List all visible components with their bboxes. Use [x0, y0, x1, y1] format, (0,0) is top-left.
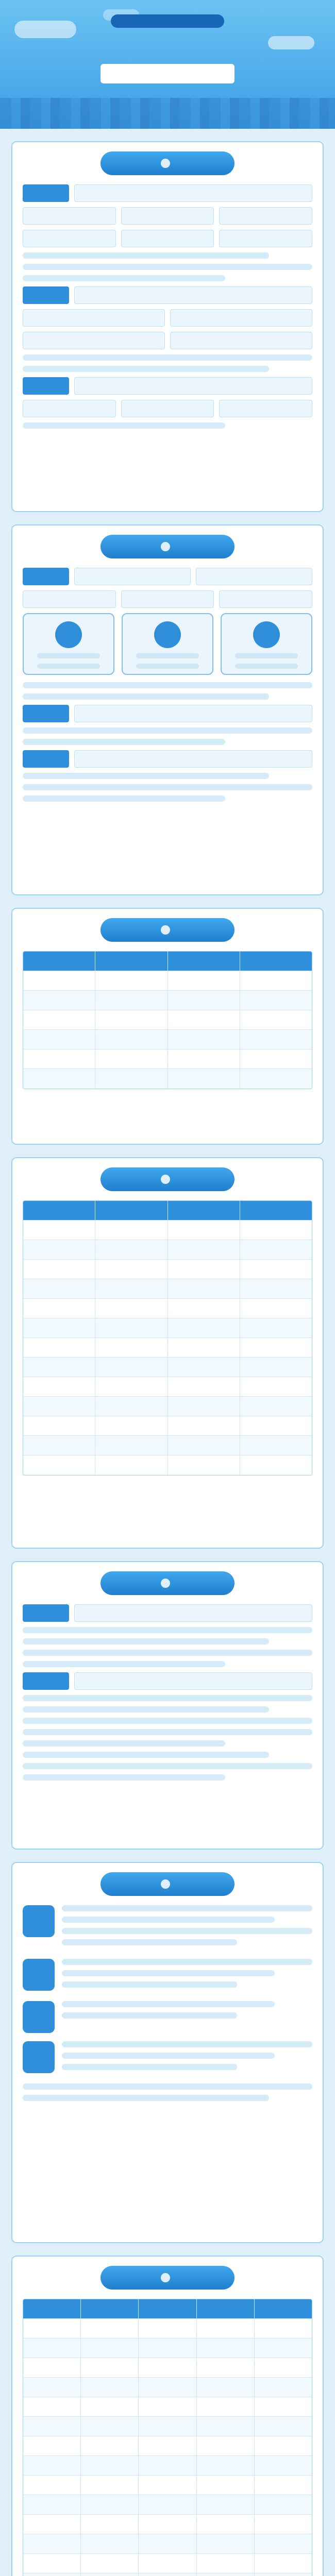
- batch-icon: [23, 1959, 55, 1991]
- section-heading: [100, 1167, 234, 1191]
- section-heading: [100, 151, 234, 175]
- city-skyline-decoration: [0, 98, 335, 129]
- step-card: [23, 613, 114, 675]
- section-body: [12, 175, 323, 443]
- section-body: [12, 1191, 323, 1485]
- batch-icon: [23, 1905, 55, 1937]
- score-structure-table: [23, 1200, 312, 1476]
- step-card: [122, 613, 213, 675]
- cloud-decoration: [14, 21, 76, 38]
- section-heading: [100, 1571, 234, 1595]
- section-icon: [161, 2273, 170, 2282]
- registration-steps: [23, 613, 312, 675]
- admission-plan-section: [11, 141, 324, 512]
- exam-schedule-section: [11, 908, 324, 1145]
- section-icon: [161, 925, 170, 935]
- banner-kicker: [111, 14, 224, 28]
- batch-item: [23, 1959, 312, 1993]
- section-heading: [100, 535, 234, 558]
- graduation-scores-section: [11, 1561, 324, 1850]
- section-body: [12, 558, 323, 816]
- page-title: [0, 37, 335, 58]
- registration-section: [11, 524, 324, 895]
- admission-batches-section: [11, 1862, 324, 2243]
- section-icon: [161, 159, 170, 168]
- title-banner: [0, 0, 335, 129]
- application-process-section: [11, 2256, 324, 2576]
- section-heading: [100, 918, 234, 942]
- page-subtitle: [100, 64, 234, 83]
- section-icon: [161, 1579, 170, 1588]
- step-card: [221, 613, 312, 675]
- section-body: [12, 1896, 323, 2115]
- batch-item: [23, 1905, 312, 1951]
- section-body: [12, 1595, 323, 1795]
- section-icon: [161, 542, 170, 551]
- section-heading: [100, 2266, 234, 2290]
- score-structure-section: [11, 1157, 324, 1549]
- section-icon: [161, 1175, 170, 1184]
- section-body: [12, 942, 323, 1098]
- exam-schedule-table: [23, 951, 312, 1089]
- batch-item: [23, 2001, 312, 2033]
- batch-icon: [23, 2001, 55, 2033]
- section-icon: [161, 1879, 170, 1889]
- batch-icon: [23, 2041, 55, 2073]
- section-body: [12, 2290, 323, 2576]
- application-table: [23, 2299, 312, 2576]
- section-heading: [100, 1872, 234, 1896]
- batch-item: [23, 2041, 312, 2075]
